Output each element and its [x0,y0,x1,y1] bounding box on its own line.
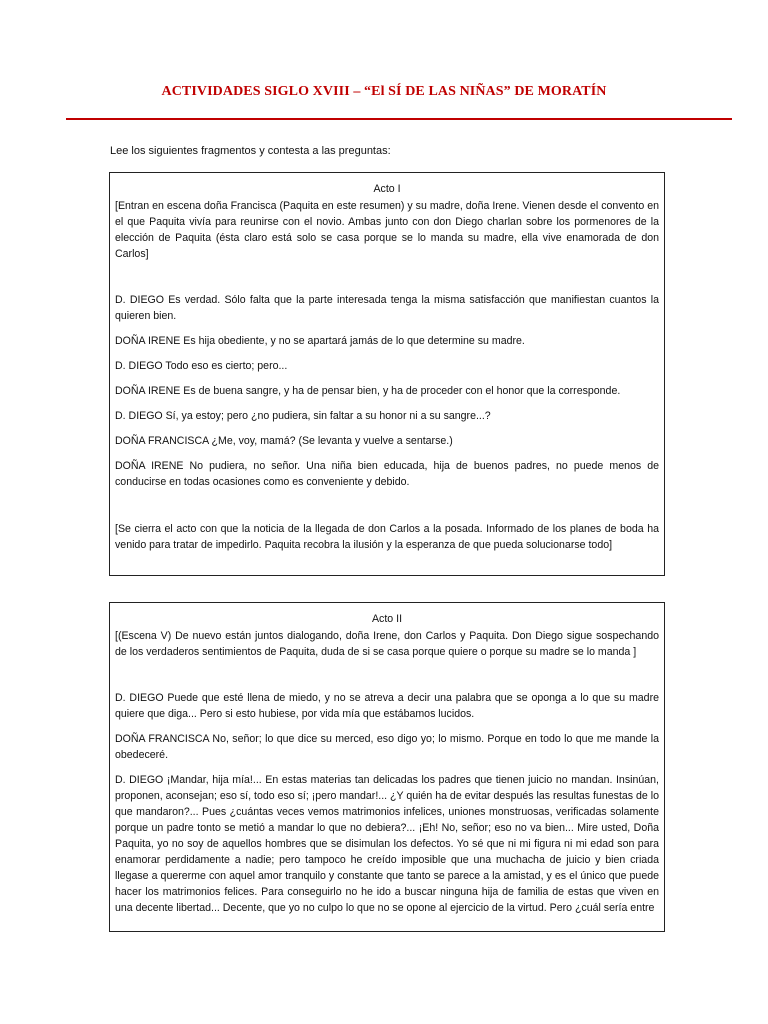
stage-direction: [Se cierra el acto con que la noticia de la llegada de don Carlos a la posada. Informado de los planes de boda ha venido para tratar de impedirlo. Paquita recobra la ilusión y la esperanza de que pueda solucionarse todo] [115,523,659,551]
dialogue-line: DOÑA FRANCISCA ¿Me, voy, mamá? (Se levanta y vuelve a sentarse.) [115,435,453,447]
instructions-text: Lee los siguientes fragmentos y contesta a las preguntas: [110,145,391,157]
act-title: Acto II [371,613,403,625]
fragment-box-acto-2 [109,602,665,932]
stage-direction: [(Escena V) De nuevo están juntos dialogando, doña Irene, don Carlos y Paquita. Don Diego sigue sospechando de los verdaderos sentimientos de Paquita, duda de si se casa porque quiere o porque su madre se lo manda ] [115,630,659,658]
dialogue-line: DOÑA IRENE No pudiera, no señor. Una niña bien educada, hija de buenos padres, no puede menos de conducirse en todas ocasiones como es conveniente y debido. [115,460,659,488]
dialogue-line: D. DIEGO Puede que esté llena de miedo, y no se atreva a decir una palabra que se oponga a lo que su madre quiere que diga... Pero si esto hubiese, por vida mía que estábamos lucidos. [115,692,659,720]
title-divider [66,118,732,120]
dialogue-line: DOÑA FRANCISCA No, señor; lo que dice su merced, eso digo yo; lo mismo. Porque en todo lo que me mande la obedeceré. [115,733,659,761]
dialogue-line: D. DIEGO Todo eso es cierto; pero... [115,360,288,372]
spacer [115,262,659,292]
stage-direction: [Entran en escena doña Francisca (Paquita en este resumen) y su madre, doña Irene. Vienen desde el convento en el que Paquita vivía para reunirse con el novio. Ambas junto con don Diego charlan sobre los pormenores de la elección de Paquita (ésta claro está solo se casa porque se lo manda su madre, ella vive enamorada de don Carlos] [115,200,659,260]
dialogue-line: D. DIEGO Sí, ya estoy; pero ¿no pudiera, sin faltar a su honor ni a su sangre...? [115,410,491,422]
dialogue-line: D. DIEGO ¡Mandar, hija mía!... En estas materias tan delicadas los padres que tienen juicio no mandan. Insinúan, proponen, aconsejan; eso sí, todo eso sí; ¡pero mandar!... ¿Y quién ha de evitar después las resultas funestas de lo que mandaron?... Pues ¿cuántas veces vemos matrimonios infelices, uniones monstruosas, verificadas solamente porque un padre tonto se metió a mandar lo que no debiera?... ¡Eh! No, señor; eso no va bien... Mire usted, Doña Paquita, yo no soy de aquellos hombres que se disimulan los defectos. Yo sé que ni mi figura ni mi edad son para enamorar perdidamente a nadie; pero tampoco he creído imposible que una muchacha de juicio y bien criada llegase a quererme con aquel amor tranquilo y constante que tanto se parece a la amistad, y es el único que puede hacer los matrimonios felices. Para conseguirlo no he ido a buscar ninguna hija de familia de estas que viven en una decente libertad... Decente, que yo no culpo lo que no se opone al ejercicio de la virtud. Pero ¿cuál sería entre [115,774,659,914]
dialogue-line: DOÑA IRENE Es de buena sangre, y ha de pensar bien, y ha de proceder con el honor que la corresponde. [115,385,621,397]
dialogue-line: D. DIEGO Es verdad. Sólo falta que la parte interesada tenga la misma satisfacción que manifiestan cuantos la quieren bien. [115,294,659,322]
spacer [115,499,659,521]
page-title: ACTIVIDADES SIGLO XVIII – “El SÍ DE LAS NIÑAS” DE MORATÍN [161,84,607,99]
act-title: Acto I [373,183,401,195]
spacer [115,660,659,690]
dialogue-line: DOÑA IRENE Es hija obediente, y no se apartará jamás de lo que determine su madre. [115,335,525,347]
fragment-box-acto-1 [109,172,665,576]
